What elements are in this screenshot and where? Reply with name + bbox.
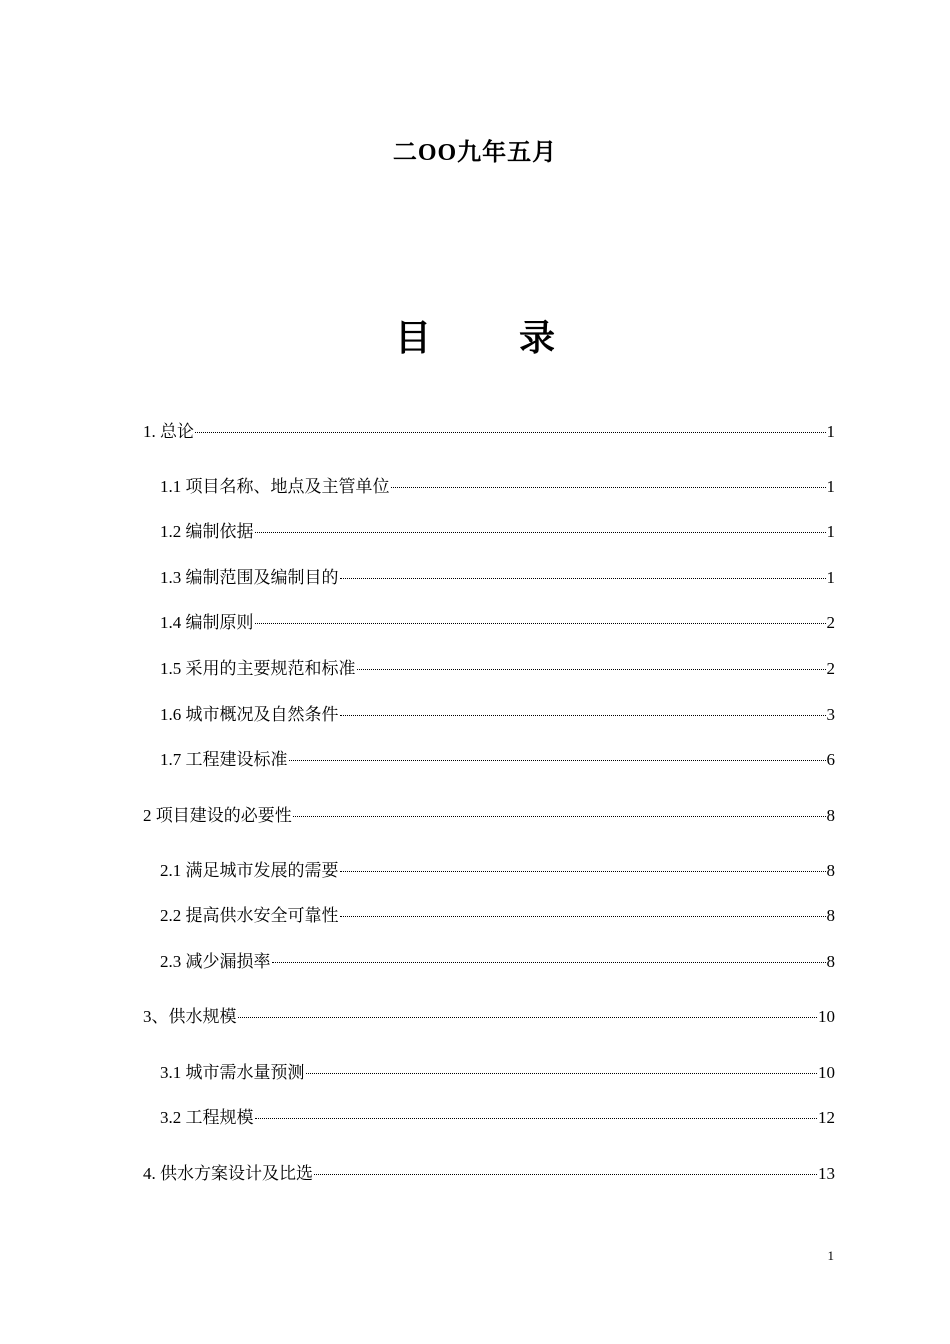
toc-leader-dots: [314, 1174, 817, 1175]
toc-entry-page: 8: [826, 861, 835, 880]
toc-entry[interactable]: [160, 860, 835, 882]
toc-entry-label: 3、供水规模: [143, 1007, 237, 1026]
toc-leader-dots: [340, 871, 826, 872]
toc-entry-label: 1.2 编制依据: [160, 522, 254, 541]
toc-entry-label: 4. 供水方案设计及比选: [143, 1164, 313, 1183]
toc-heading-char-2: 录: [519, 318, 556, 358]
toc-entry[interactable]: [160, 521, 835, 543]
toc-entry-page: 13: [818, 1164, 835, 1183]
toc-entry-page: 8: [826, 806, 835, 825]
toc-entry-page: 10: [818, 1063, 835, 1082]
toc-leader-dots: [255, 1118, 818, 1119]
toc-entry-label: 3.1 城市需水量预测: [160, 1063, 305, 1082]
toc-entry-page: 2: [826, 613, 835, 632]
toc-entry[interactable]: [143, 1163, 835, 1185]
toc-entry-label: 3.2 工程规模: [160, 1108, 254, 1127]
toc-entry[interactable]: [160, 612, 835, 634]
toc-entry-label: 1.5 采用的主要规范和标准: [160, 659, 356, 678]
toc-leader-dots: [293, 816, 826, 817]
toc-entry-page: 10: [818, 1007, 835, 1026]
toc-entry[interactable]: [160, 658, 835, 680]
toc-heading-char-1: 目: [394, 318, 431, 358]
toc-entry-label: 2.1 满足城市发展的需要: [160, 861, 339, 880]
toc-entry-label: 2 项目建设的必要性: [143, 806, 292, 825]
toc-entry-label: 1.6 城市概况及自然条件: [160, 705, 339, 724]
toc-entry-page: 1: [826, 568, 835, 587]
toc-entry[interactable]: [160, 1062, 835, 1084]
toc-entry[interactable]: [160, 1107, 835, 1129]
toc-entry-page: 8: [826, 952, 835, 971]
toc-leader-dots: [272, 962, 826, 963]
toc-entry[interactable]: [143, 805, 835, 827]
toc-entry-page: 6: [826, 750, 835, 769]
toc-leader-dots: [255, 623, 826, 624]
toc-leader-dots: [255, 532, 826, 533]
toc-leader-dots: [306, 1073, 818, 1074]
toc-entry-page: 1: [826, 422, 835, 441]
toc-leader-dots: [340, 916, 826, 917]
toc-entry-page: 12: [818, 1108, 835, 1127]
toc-entry-page: 2: [826, 659, 835, 678]
document-date: 二OO九年五月: [392, 140, 558, 166]
toc-entry-label: 2.3 减少漏损率: [160, 952, 271, 971]
toc-leader-dots: [340, 715, 826, 716]
toc-entry-label: 1. 总论: [143, 422, 194, 441]
toc-entry[interactable]: [160, 905, 835, 927]
footer-page-number: 1: [827, 1248, 834, 1263]
toc-entry-page: 8: [826, 906, 835, 925]
toc-leader-dots: [340, 578, 826, 579]
toc-entry-label: 2.2 提高供水安全可靠性: [160, 906, 339, 925]
toc-entry[interactable]: [160, 476, 835, 498]
toc-leader-dots: [238, 1017, 818, 1018]
toc-entry-page: 3: [826, 705, 835, 724]
toc-entry-label: 1.1 项目名称、地点及主管单位: [160, 477, 390, 496]
toc-entry-page: 1: [826, 477, 835, 496]
toc-entry[interactable]: [160, 567, 835, 589]
toc-leader-dots: [289, 760, 826, 761]
toc-entry[interactable]: [160, 951, 835, 973]
toc-entry-label: 1.7 工程建设标准: [160, 750, 288, 769]
toc-entry[interactable]: [160, 749, 835, 771]
toc-entry[interactable]: [143, 1006, 835, 1028]
toc-entry-page: 1: [826, 522, 835, 541]
toc-entry-label: 1.3 编制范围及编制目的: [160, 568, 339, 587]
toc-entry-label: 1.4 编制原则: [160, 613, 254, 632]
toc-entry[interactable]: [143, 421, 835, 443]
toc-leader-dots: [357, 669, 826, 670]
toc-entry[interactable]: [160, 704, 835, 726]
toc-leader-dots: [391, 487, 826, 488]
toc-leader-dots: [195, 432, 826, 433]
